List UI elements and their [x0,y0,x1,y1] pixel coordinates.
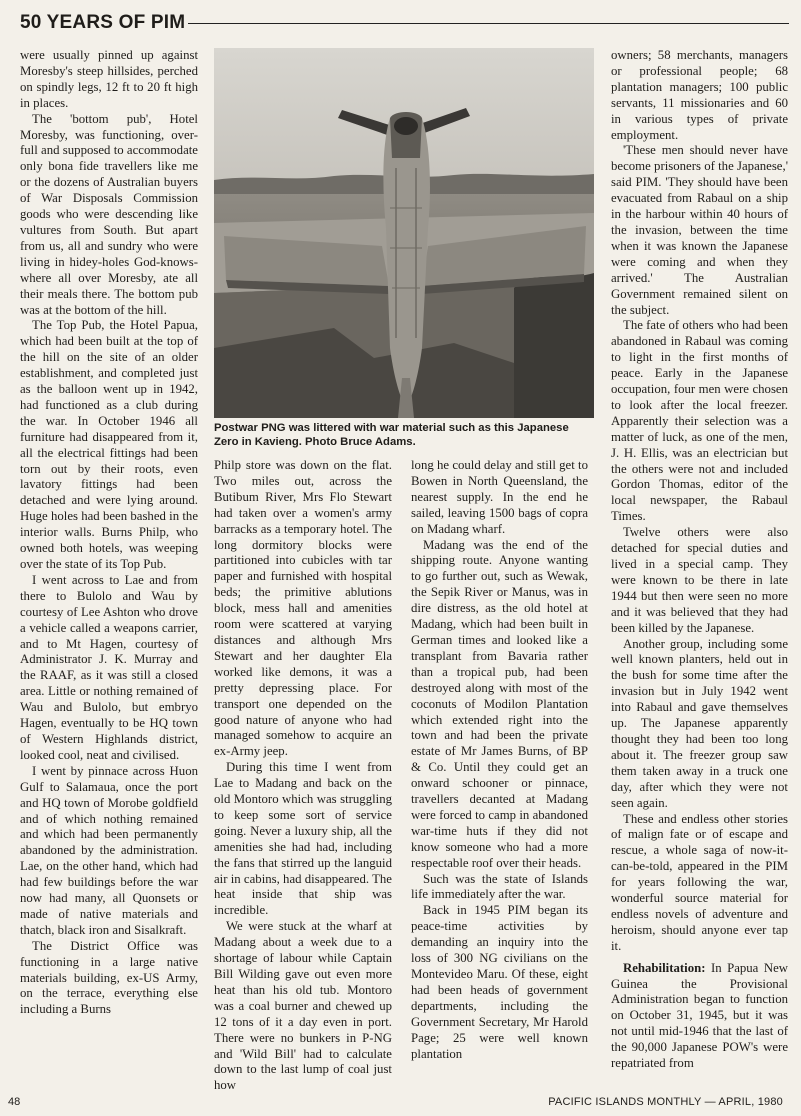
paragraph: I went by pinnace across Huon Gulf to Salamaua, once the port and HQ town of Morobe goldfield and of which nothing remained and which had been permanently abandoned by the administration. Lae, on the other hand, which had had few buildings before the war now had many, all Quonsets or made of native materials and thatch, black iron and Sisalkraft. [20,763,198,937]
paragraph: long he could delay and still get to Bowen in North Queensland, the nearest supply. In the end he sailed, leaving 1500 bags of copra on Madang wharf. [411,458,588,536]
paragraph: Back in 1945 PIM began its peace-time activities by demanding an inquiry into the loss of 300 NG civilians on the Montevideo Maru. Of these, eight had been heads of government departments, including the Government Secretary, Mr Harold Page; 25 were well known plantation [411,903,588,1061]
column-4 [611,48,788,1072]
paragraph: I went across to Lae and from there to Bulolo and Wau by courtesy of Lee Ashton who drove a vehicle called a weapons carrier, and to Mt Hagen, courtesy of Administrator J. K. Murray and the RAAF, as it was still a closed area. Little or nothing remained of Wau and Bulolo, but embryo Hagen, eventually to be HQ town of Western Highlands district, looked cool, neat and civilised. [20,572,198,762]
paragraph: owners; 58 merchants, managers or professional people; 68 plantation managers; 100 public servants, 11 missionaries and 60 in various types of private employment. [611,48,788,142]
paragraph: The 'bottom pub', Hotel Moresby, was functioning, over-full and supposed to accommodate only bona fide travellers like me or the dozens of Australian buyers of War Disposals Commission goods who were descending like vultures from South. But apart from us, all and sundry who were living in hidey-holes God-knows-where all over Moresby, ate all their meals there. The bottom pub was at the bottom of the hill. [20,111,198,317]
header-rule [188,23,789,24]
paragraph: The Top Pub, the Hotel Papua, which had been built at the top of the hill on the site of an older establishment, and completed just as the balloon went up in 1942, had functioned as a club during the war. In October 1946 all furniture had disappeared from it, all the electrical fittings had been torn out by their roots, even lavatory fittings had been detached and were lying around. Huge holes had been bashed in the interior walls. Burns Philp, who owned both hotels, was weeping over the state of its Top Pub. [20,318,198,571]
page-header [20,6,789,36]
paragraph: Such was the state of Islands life immediately after the war. [411,871,588,902]
page-number: 48 [8,1096,21,1108]
paragraph: were usually pinned up against Moresby's steep hillsides, perched on spindly legs, 12 ft to 20 ft high in places. [20,48,198,110]
paragraph-text: In Papua New Guinea the Provisional Administration began to function on October 31, 1945, but it was not until mid-1946 that the last of the 90,000 Japanese POW's were repatriated from [611,960,788,1071]
paragraph: Philp store was down on the flat. Two miles out, across the Butibum River, Mrs Flo Stewart had taken over a women's army barracks as a temporary hotel. The long dormitory blocks were partitioned into cubicles with tar paper and furnished with hospital beds; the primitive ablutions block, mess hall and amenities room were scattered at varying distances and although Mrs Stewart and her daughter Ela worked like demons, it was a pretty depressing place. For transport one depended on the good nature of anyone who had managed somehow to acquire an ex-Army jeep. [214,458,392,759]
subheading: Rehabilitation: [623,960,706,975]
paragraph: The fate of others who had been abandoned in Rabaul was coming to light in the first months of peace. Early in the Japanese occupation, four men were chosen to look after the local freezer. Apparently their selection was a matter of luck, as one of the men, J. H. Ellis, was an electrician but the others were not and included Gordon Thomas, editor of the local newspaper, the Rabaul Times. [611,318,788,524]
column-1 [20,48,198,1018]
section-title: 50 YEARS OF PIM [20,12,186,33]
paragraph: We were stuck at the wharf at Madang about a week due to a shortage of labour while Captain Bill Wilding gave out even more heat than his old tub. Montoro was a coal burner and chewed up 12 tons of it a day even in port. There were no bunkers in P-NG and 'Wild Bill' had to calculate down to the last lump of coal just how [214,919,392,1093]
page-footer [8,1096,783,1110]
paragraph: 'These men should never have become prisoners of the Japanese,' said PIM. 'They should have been evacuated from Rabaul on a ship in the harbour within 40 hours of the invasion, between the time when it was known the Japanese were coming and when they arrived.' The Australian Government remained silent on the subject. [611,143,788,317]
paragraph: During this time I went from Lae to Madang and back on the old Montoro which was struggling to keep some sort of service going. Never a luxury ship, all the amenities she had had, including the fans that stirred up the languid air in cabins, had disappeared. The heat inside that ship was incredible. [214,760,392,918]
paragraph: Madang was the end of the shipping route. Anyone wanting to go further out, such as Wewak, the Sepik River or Manus, was in dire distress, as the old hotel at Madang, which had been built in German times and looked like a transplant from Bavaria rather than a tropical pub, had been destroyed along with most of the coconuts of Modilon Plantation which extended right into the town and had been the private estate of Mr James Burns, of BP & Co. Until they could get an onward schooner or pinnace, travellers decanted at Madang were forced to camp in abandoned war-time huts if they did not know someone who had a more respectable roof over their heads. [411,537,588,870]
column-2 [214,458,392,1094]
paragraph: The District Office was functioning in a large native materials building, ex-US Army, on the terrace, everything else including a Burns [20,938,198,1017]
paragraph: Twelve others were also detached for special duties and lived in a special camp. They were known to be there in late 1944 but then were seen no more and it was believed that they had been killed by the Japanese. [611,525,788,635]
magazine-line: PACIFIC ISLANDS MONTHLY — APRIL, 1980 [548,1096,783,1108]
photo-caption: Postwar PNG was littered with war material such as this Japanese Zero in Kavieng. Photo Bruce Adams. [214,422,569,448]
paragraph-rehabilitation [611,961,788,1072]
paragraph: Another group, including some well known planters, held out in the bush for some time after the invasion but in July 1942 went into Rabaul and gave themselves up. The Japanese apparently thought they had been too long about it. The freezer group saw them taken away in a truck one day, after which they were not seen again. [611,636,788,810]
column-3 [411,458,588,1062]
paragraph: These and endless other stories of malign fate or of escape and rescue, a whole saga of now-it-can-be-told, appeared in the PIM for years following the war, wonderful source material for endless novels of adventure and heroism, should anyone ever tap it. [611,811,788,953]
zero-aircraft-photo [214,48,594,418]
